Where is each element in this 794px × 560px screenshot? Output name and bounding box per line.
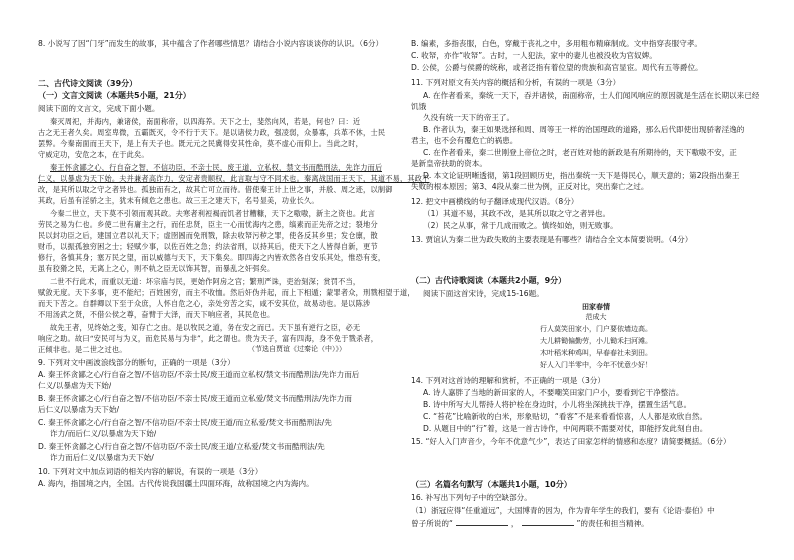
q16-item-1: （1）浙冠应得“任重道远”，大国博青的因为，作为青年学生的我们，要有《论语·泰伯》中 [411, 506, 715, 515]
poem-line: 行人莫笑田家小，门户要依墙边高。 [540, 325, 652, 333]
passage-line: 正倾非也。是二世之过也。 [38, 345, 127, 354]
passage-line: 今秦二世立，天下莫不引领而观其政。夫寒者利裋褐而饥者甘糟糠，天下之嗷嗷，新主之资也。此言 [50, 209, 376, 218]
passage-line: 二世不行此术，而重以无道：坏宗庙与民，更始作阿房之宫；繁刑严诛，吏治刻深；赏罚不当， [50, 277, 361, 286]
q9-option-b-cont: 后仁义/以暴虐为天下始/ [38, 405, 120, 414]
passage-line: 而天下苦之。自群卿以下至于众庶，人怀自危之心，亲处穷苦之实，咸不安其位，故易动也。是以陈涉 [38, 299, 371, 308]
q16-prefix: 曾子所说的“ [411, 519, 453, 528]
q14-option-d: D. 从题目中的“行”着，这是一首古诗作，中间两联不需要对仗，即能抒发此刻自由。 [423, 424, 708, 433]
q14-option-b: B. 诗中所写大儿帮持人将护栓在身边时，小儿将坐深挑扶干净，摆置生活气息。 [423, 400, 692, 409]
passage-line: 故先王者，见终始之变，知存亡之由。是以牧民之道，务在安之而已。天下虽有逆行之臣，必无 [50, 323, 361, 332]
passage-line: 不用汤武之贤，不借公侯之尊，奋臂于大泽，而天下响应者，其民危也。 [38, 310, 275, 319]
poem-author: 范成大 [585, 313, 607, 321]
q10-option-a: A. 海内，指国境之内，全国。古代传说我国疆土四面环海，故称国境之内为海内。 [38, 479, 314, 488]
q10-option-d: D. 公侯，公爵与侯爵的统称，或者泛指有着位望的贵族和高官显宦。周代有五等爵位。 [411, 63, 703, 72]
question-9: 9. 下列对文中画波浪线部分的断句，正确的一项是（3分） [38, 358, 235, 367]
q10-option-c: C. 收帑，亦作“收帑”。古时，一人犯法，家中的妻儿也被没收为官奴婢。 [411, 51, 657, 60]
instruction: 阅读下面的文言文，完成下面小题。 [38, 104, 160, 113]
q11-option-d: D. 本文论证明晰透彻，第1段回顾历史，指出秦统一天下是得民心，顺天意的；第2段指出秦王 [423, 171, 740, 180]
q11-option-c-cont: 是新皇帝扶助的资本。 [411, 159, 487, 168]
q11-option-c: C. 在作者看来，秦二世刚登上帝位之时，老百姓对他的新政是有所期待的，天下嗷嗷不安，正 [423, 148, 737, 157]
q9-option-a: A. 秦王怀贪鄙之心/行自奋之智/不信功臣/不亲士民/废王道而立私权/禁文书而酷刑法/先诈力而后 [38, 370, 360, 379]
poem-line: 大儿耕锄偏勤劳，小儿锄禾扫河滩。 [540, 337, 652, 345]
passage-line: 守威定功，安危之本，在于此矣。 [38, 150, 149, 159]
passage-line-wavy: 仁义，以暴虐为天下始。夫并兼者高诈力，安定者贵顺权，此言取与守不同术也。秦离战国而王天下，其道不易，其政不 [38, 174, 430, 183]
passage-line: 响应之助。故曰“安民可与为义，而危民易与为非”，此之谓也。贵为天子，富有四海，身不免于戮杀者， [38, 334, 379, 343]
passage-line: 民以封功臣之后，建国立君以礼天下；虚囹圄而免刑戮，除去收帑污秽之罪，使各反其乡里；发仓廪，散 [38, 231, 378, 240]
q11-option-a: A. 在作者看来，秦统一天下，吞并诸侯，南面称帝，士人们闻风响应的原因就是生活在长期以来已经 [423, 91, 760, 100]
q12-item-1: （1）其道不易，其政不改，是其所以取之守之者异也。 [423, 209, 611, 218]
passage-line: 古之无王者久矣。周室卑微，五霸既灭，令不行于天下。是以诸侯力政，强凌弱，众暴寡，兵革不休，士民 [38, 128, 386, 137]
section-title: 二、古代诗文阅读（39分） [38, 79, 138, 88]
q11-option-b-cont: 君主，也不会有覆危亡的祸患。 [411, 136, 518, 145]
question-11: 11. 下列对原文有关内容的概括和分析，有误的一项是（3分） [411, 78, 621, 87]
passage-line: 劳民之易为仁也。乡使二世有庸主之行，而任忠贤，臣主一心而忧海内之患，缟素而正先帝之过；裂地分 [38, 220, 378, 229]
q10-option-b: B. 编素，多指丧服，白色，穿戴于丧礼之中，多用粗布精麻制成。文中指穿丧服守孝。 [411, 39, 703, 48]
question-12: 12. 把文中画横线的句子翻译成现代汉语。（8分） [411, 197, 579, 206]
q14-option-a: A. 诗人嘉胖了当地的新田家的人，不要嘲笑田家门户小，要看到它干净整洁。 [423, 388, 684, 397]
q9-option-c-cont: 诈力/而后仁义/以暴虐为天下始/ [50, 429, 157, 438]
q16-blank-1[interactable] [456, 517, 508, 526]
passage-line: 赋敛无度。天下多事，吏不能纪；百姓困穷，而主不收恤。然后奸伪并起，而上下相遁；蒙罪者众，刑戮相望于道， [38, 288, 415, 297]
q9-option-a-cont: 仁义/以暴虐为天下始/ [38, 381, 112, 390]
q11-option-a-cont2: 久没有统一天下的帝王了。 [423, 113, 515, 122]
q14-option-c: C. “苔花”比喻新收的白米，形象贴切，“看客”不是来看看惊喜，人人都是欢欣自然。 [423, 412, 708, 421]
q16-item-1-line2 [411, 517, 649, 529]
question-14: 14. 下列对这首诗的理解和赏析，不正确的一项是（3分） [411, 376, 605, 385]
question-13: 13. 贾谊认为秦二世为政失败的主要表现是有哪些？请结合全文本简要说明。（4分） [411, 235, 693, 244]
q16-separator: ， [510, 519, 519, 528]
instruction-poetry: 阅读下面这首宋诗，完成15-16题。 [423, 289, 544, 298]
passage-line: 秦灭周祀，并海内，兼诸侯，南面称帝，以四海养。天下之士，斐然向风，若是，何也？曰：近 [50, 117, 361, 126]
q16-blank-2[interactable] [522, 517, 574, 526]
question-16: 16. 补写出下列句子中的空缺部分。 [411, 493, 532, 502]
passage-line: 财币，以振孤独穷困之士；轻赋少事，以佐百姓之急；约法省刑，以持其后，使天下之人皆得自新，更节 [38, 242, 378, 251]
q11-option-d-cont: 失败的根本原因；第3、4段从秦二世为例，正反对比，突出秦亡之过。 [411, 182, 649, 191]
passage-line: 虽有狡猾之民，无离上之心，则不轨之臣无以饰其智，而暴乱之奸弭矣。 [38, 264, 275, 273]
poem-line: 好人入门半零中，今年不忧意少好！ [540, 361, 652, 369]
q9-option-d: D. 秦王怀贪鄙之心/行自奋之智/不信功臣/不亲士民/废王道/立私爱/焚文书而酷刑法/先 [38, 442, 325, 451]
q16-suffix: ”的责任和担当精神。 [576, 519, 649, 528]
passage-line: 改，是其所以取之守之者异也。孤独而有之，故其亡可立而待。借使秦王计上世之事，并殷、周之迹，以制御 [38, 185, 393, 194]
poem-line: 木叶稻米种鸡叫，早春春社未到田。 [540, 349, 652, 357]
q11-option-a-cont: 饥饿 [411, 102, 427, 111]
passage-line: 修行，各慎其身；塞万民之望，而以威德与天下，天下集矣。即四海之内皆欢然各自安乐其处，惟恐有变， [38, 253, 386, 262]
q9-option-d-cont: 诈力而后仁义/以暴虐为天下始/ [50, 453, 154, 462]
poem-title: 田家春情 [582, 302, 610, 311]
passage-line: 罢弊。今秦南面而王天下，是上有天子也。既元元之民冀得安其性命，莫不虚心而仰上。当此之时， [38, 139, 364, 148]
q11-option-b: B. 作者认为，秦王如果选择和周、周等王一样的治国理政的道路，那么后代即使出现骄奢淫逸的 [423, 125, 745, 134]
subsection-title: （一）文言文阅读（本题共5小题，21分） [38, 91, 191, 100]
question-15: 15. “好人入门声音少，今年不优意气少”，表达了田家怎样的情感和态度？请简要概括。（6分） [411, 437, 731, 446]
q12-item-2: （2）民之从事，常于几成而败之。慎终如始，则无败事。 [423, 221, 618, 230]
passage-source: （节选自贾谊《过秦论（中）》） [248, 345, 346, 353]
q9-option-c: C. 秦王怀贪鄙之心/行自奋之智/不信功臣/不亲士民/废王道/而立私爱/焚文书而酷刑法/先 [38, 418, 332, 427]
subsection-title-recitation: （三）名篇名句默写（本题共1小题，10分） [411, 480, 572, 489]
subsection-title-poetry: （二）古代诗歌阅读（本题共2小题，9分） [411, 276, 567, 285]
passage-line: 其政，后虽有淫骄之主，犹未有倾危之患也。故三王之建天下，名号显美，功业长久。 [38, 196, 319, 205]
passage-line-wavy: 秦王怀贪鄙之心，行自奋之智，不信功臣，不亲士民，废王道，立私权，禁文书而酷刑法，先诈力而后 [50, 163, 383, 172]
q9-option-b: B. 秦王怀贪鄙之心/行自奋之智/不信功臣/不亲士民/废王道而立私爱/焚文书而酷刑法/先诈力而 [38, 394, 352, 403]
question-8: 8. 小说写了因“门牙”而发生的故事，其中蕴含了作者哪些情思？请结合小说内容谈谈你的认识。（6分） [38, 39, 384, 48]
question-10: 10. 下列对文中加点词语的相关内容的解说，有误的一项是（3分） [38, 467, 263, 476]
